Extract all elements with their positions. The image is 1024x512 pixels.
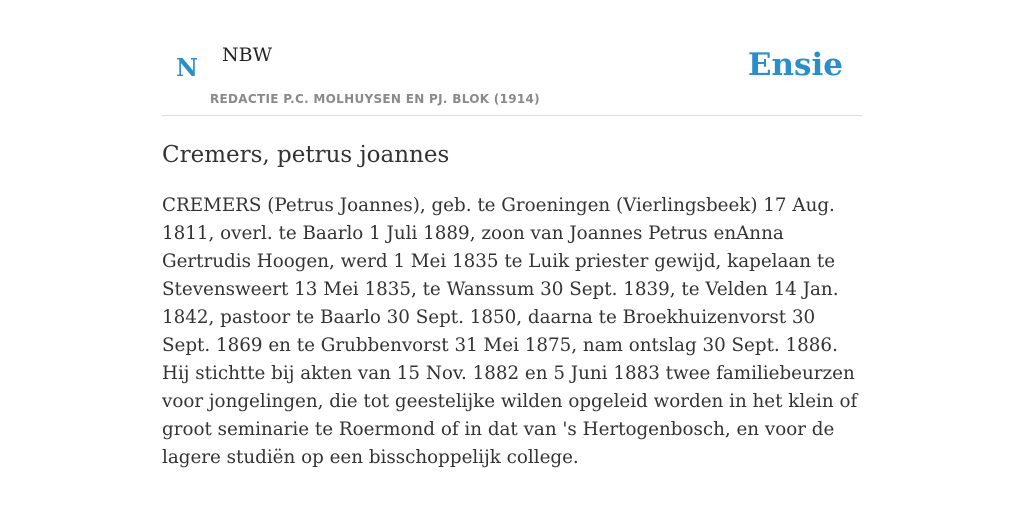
brand-logo[interactable]: Ensie [747, 47, 843, 83]
source-title[interactable]: NBW [222, 44, 273, 66]
source-subtitle: REDACTIE P.C. MOLHUYSEN EN PJ. BLOK (1914) [210, 92, 540, 106]
article-body: CREMERS (Petrus Joannes), geb. te Groeningen (Vierlingsbeek) 17 Aug. 1811, overl. te Baarlo 1 Juli 1889, zoon van Joannes Petrus enAnna Gertrudis Hoogen, werd 1 Mei 1835 te Luik priester gewijd, kapelaan te Stevensweert 13 Mei 1835, te Wanssum 30 Sept. 1839, te Velden 14 Jan. 1842, pastoor te Baarlo 30 Sept. 1850, daarna te Broekhuizenvorst 30 Sept. 1869 en te Grubbenvorst 31 Mei 1875, nam ontslag 30 Sept. 1886. Hij stichtte bij akten van 15 Nov. 1882 en 5 Juni 1883 twee familiebeurzen voor jongelingen, die tot geestelijke wilden opgeleid worden in het klein of groot seminarie te Roermond of in dat van 's Hertogenbosch, en voor de lagere studiën op een bisschoppelijk college. [162, 195, 858, 468]
source-logo[interactable]: N [176, 53, 198, 82]
article-title: Cremers, petrus joannes [162, 142, 450, 168]
source-header [162, 30, 862, 116]
